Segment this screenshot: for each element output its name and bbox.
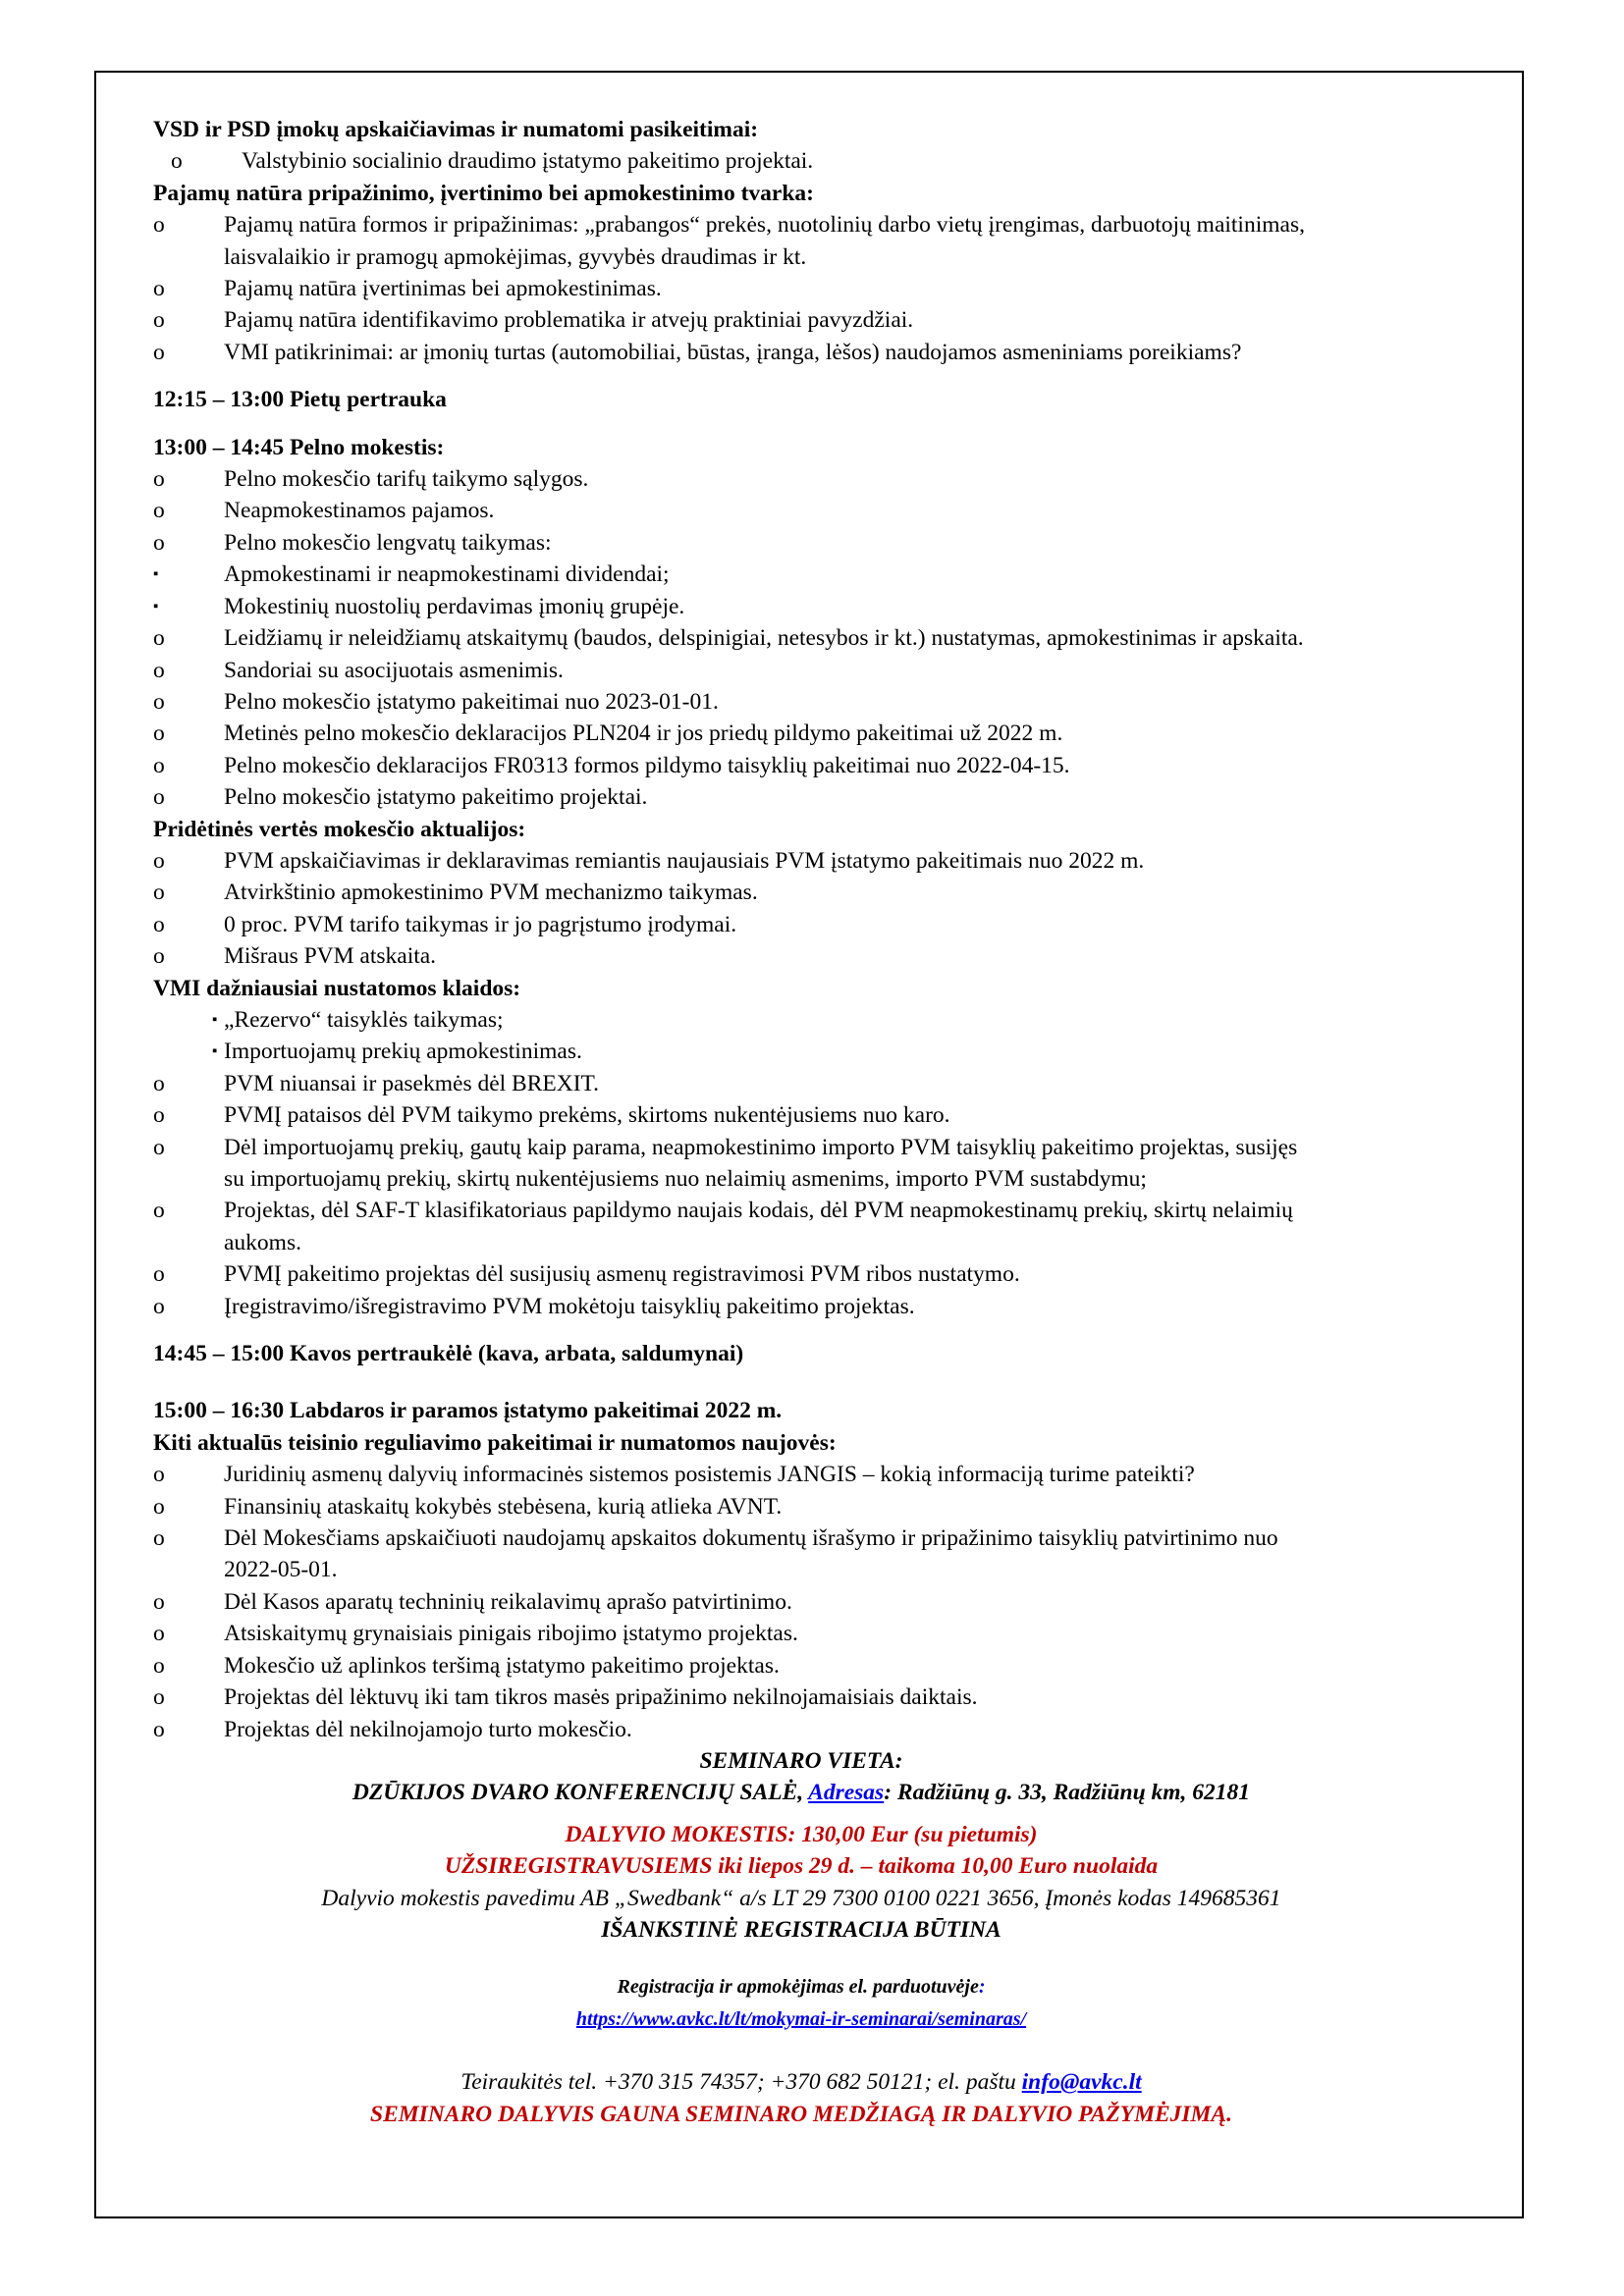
list-item: o 0 proc. PVM tarifo taikymas ir jo pagrįstumo įrodymai. [153,911,737,937]
shop-line [114,2003,1489,2035]
list-item: o Dėl Mokesčiams apskaičiuoti naudojamų apskaitos dokumentų išrašymo ir pripažinimo taisyklių patvirtinimo nuo [153,1525,1278,1552]
participant-fee: DALYVIO MOKESTIS: 130,00 Eur (su pietumis) [565,1821,1038,1847]
early-discount: UŽSIREGISTRAVUSIEMS iki liepos 29 d. – taikoma 10,00 Euro nuolaida [444,1853,1159,1880]
venue-title: SEMINARO VIETA: [699,1747,903,1774]
list-item: o Juridinių asmenų dalyvių informacinės sistemos posistemis JANGIS – kokią informaciją turime pateikti? [153,1462,1195,1488]
venue-address-link[interactable]: Adresas [808,1780,885,1806]
section-heading: 15:00 – 16:30 Labdaros ir paramos įstatymo pakeitimai 2022 m. [153,1398,783,1424]
list-item: o PVM niuansai ir pasekmės dėl BREXIT. [153,1070,600,1096]
list-item: ▪ Mokestinių nuostolių perdavimas įmonių grupėje. [153,593,685,619]
list-item: o Leidžiamų ir neleidžiamų atskaitymų (baudos, delspinigiai, netesybos ir kt.) nustatymas, apmokestinimas ir apskaita. [153,625,1304,652]
document-body [153,114,1528,2130]
list-item: o PVM apskaičiavimas ir deklaravimas remiantis naujausiais PVM įstatymo pakeitimais nuo 2022 m. [153,847,1145,874]
lunch-break: 12:15 – 13:00 Pietų pertrauka [153,387,447,413]
list-item: o Projektas dėl nekilnojamojo turto mokesčio. [153,1716,632,1742]
list-item: o Pelno mokesčio deklaracijos FR0313 formos pildymo taisyklių pakeitimai nuo 2022-04-15. [153,752,1070,778]
section-heading: VMI dažniausiai nustatomos klaidos: [153,975,521,1001]
list-item: o Pelno mokesčio įstatymo pakeitimai nuo 2023-01-01. [153,688,719,715]
shop-link[interactable]: https://www.avkc.lt/lt/mokymai-ir-seminarai/seminaras/ [575,2007,1027,2030]
list-item: o Dėl Kasos aparatų techninių reikalavimų aprašo patvirtinimo. [153,1588,792,1615]
list-item-continuation: 2022-05-01. [224,1557,338,1583]
list-item: o PVMĮ pakeitimo projektas dėl susijusių asmenų registravimosi PVM ribos nustatymo. [153,1261,1020,1288]
list-item: o Mišraus PVM atskaita. [153,943,437,970]
shop-label: Registracija ir apmokėjimas el. parduotuvėje: [617,1976,986,1999]
list-item: o Atvirkštinio apmokestinimo PVM mechanizmo taikymas. [153,880,758,906]
list-item: o VMI patikrinimai: ar įmonių turtas (automobiliai, būstas, įranga, lėšos) naudojamos asmeniniams poreikiams? [153,339,1242,365]
list-item: o PVMĮ pataisos dėl PVM taikymo prekėms, skirtoms nukentėjusiems nuo karo. [153,1102,950,1129]
registration-required: IŠANKSTINĖ REGISTRACIJA BŪTINA [601,1916,1001,1943]
payment-details: Dalyvio mokestis pavedimu AB „Swedbank“ a/s LT 29 7300 0100 0221 3656, Įmonės kodas 149685361 [321,1885,1281,1911]
list-item: ▪ Apmokestinami ir neapmokestinami dividendai; [153,561,670,588]
list-item: o Įregistravimo/išregistravimo PVM mokėtoju taisyklių pakeitimo projektas. [153,1293,915,1319]
list-item: o Projektas, dėl SAF-T klasifikatoriaus papildymo naujais kodais, dėl PVM neapmokestinamų prekių, skirtų nelaimių [153,1198,1293,1224]
section-heading: Kiti aktualūs teisinio reguliavimo pakeitimai ir numatomos naujovės: [153,1429,837,1456]
list-item: o Pajamų natūra formos ir pripažinimas: „prabangos“ prekės, nuotolinių darbo vietų įrengimas, darbuotojų maitinimas, [153,212,1305,239]
list-item: o Metinės pelno mokesčio deklaracijos PLN204 ir jos priedų pildymo pakeitimai už 2022 m. [153,721,1063,747]
list-item: o Pelno mokesčio įstatymo pakeitimo projektai. [153,784,648,811]
list-item: ▪ „Rezervo“ taisyklės taikymas; [212,1006,504,1033]
list-item: o Projektas dėl lėktuvų iki tam tikros masės pripažinimo nekilnojamaisiais daiktais. [153,1684,978,1711]
list-item: o Mokesčio už aplinkos teršimą įstatymo pakeitimo projektas. [153,1652,780,1679]
section-heading: 13:00 – 14:45 Pelno mokestis: [153,434,445,460]
list-item: o Sandoriai su asocijuotais asmenimis. [153,657,564,683]
list-item: o Neapmokestinamos pajamos. [153,498,495,524]
list-item-continuation: aukoms. [224,1229,301,1255]
list-item: o Atsiskaitymų grynaisiais pinigais ribojimo įstatymo projektas. [153,1621,798,1647]
list-item: o Pajamų natūra įvertinimas bei apmokestinimas. [153,276,662,302]
list-item-continuation: su importuojamų prekių, skirtų nukentėjusiems nuo nelaimių asmenims, importo PVM sustabdymu; [224,1166,1147,1192]
material-note: SEMINARO DALYVIS GAUNA SEMINARO MEDŽIAGĄ IR DALYVIO PAŽYMĖJIMĄ. [370,2101,1232,2127]
venue-line: DZŪKIJOS DVARO KONFERENCIJŲ SALĖ, Adresas: Radžiūnų g. 33, Radžiūnų km, 62181 [352,1780,1251,1806]
coffee-break: 14:45 – 15:00 Kavos pertraukėlė (kava, arbata, saldumynai) [153,1341,744,1367]
list-item: o Pelno mokesčio tarifų taikymo sąlygos. [153,466,589,493]
list-item: o Dėl importuojamų prekių, gautų kaip parama, neapmokestinimo importo PVM taisyklių pakeitimo projektas, susijęs [153,1134,1298,1160]
section-heading: Pridėtinės vertės mokesčio aktualijos: [153,816,526,842]
list-item: ▪ Importuojamų prekių apmokestinimas. [212,1039,582,1065]
list-item: o Pajamų natūra identifikavimo problematika ir atvejų praktiniai pavyzdžiai. [153,307,914,334]
list-item: o Finansinių ataskaitų kokybės stebėsena, kurią atlieka AVNT. [153,1493,783,1520]
list-item: o Valstybinio socialinio draudimo įstatymo pakeitimo projektai. [171,148,814,175]
email-link[interactable]: info@avkc.lt [1021,2069,1142,2096]
list-item-continuation: laisvalaikio ir pramogų apmokėjimas, gyvybės draudimas ir kt. [224,243,807,270]
contact-line: Teiraukitės tel. +370 315 74357; +370 682 50121; el. paštu info@avkc.lt [460,2069,1142,2096]
section-heading: VSD ir PSD įmokų apskaičiavimas ir numatomi pasikeitimai: [153,117,759,142]
list-item: o Pelno mokesčio lengvatų taikymas: [153,529,552,556]
section-heading: Pajamų natūra pripažinimo, įvertinimo bei apmokestinimo tvarka: [153,180,814,206]
